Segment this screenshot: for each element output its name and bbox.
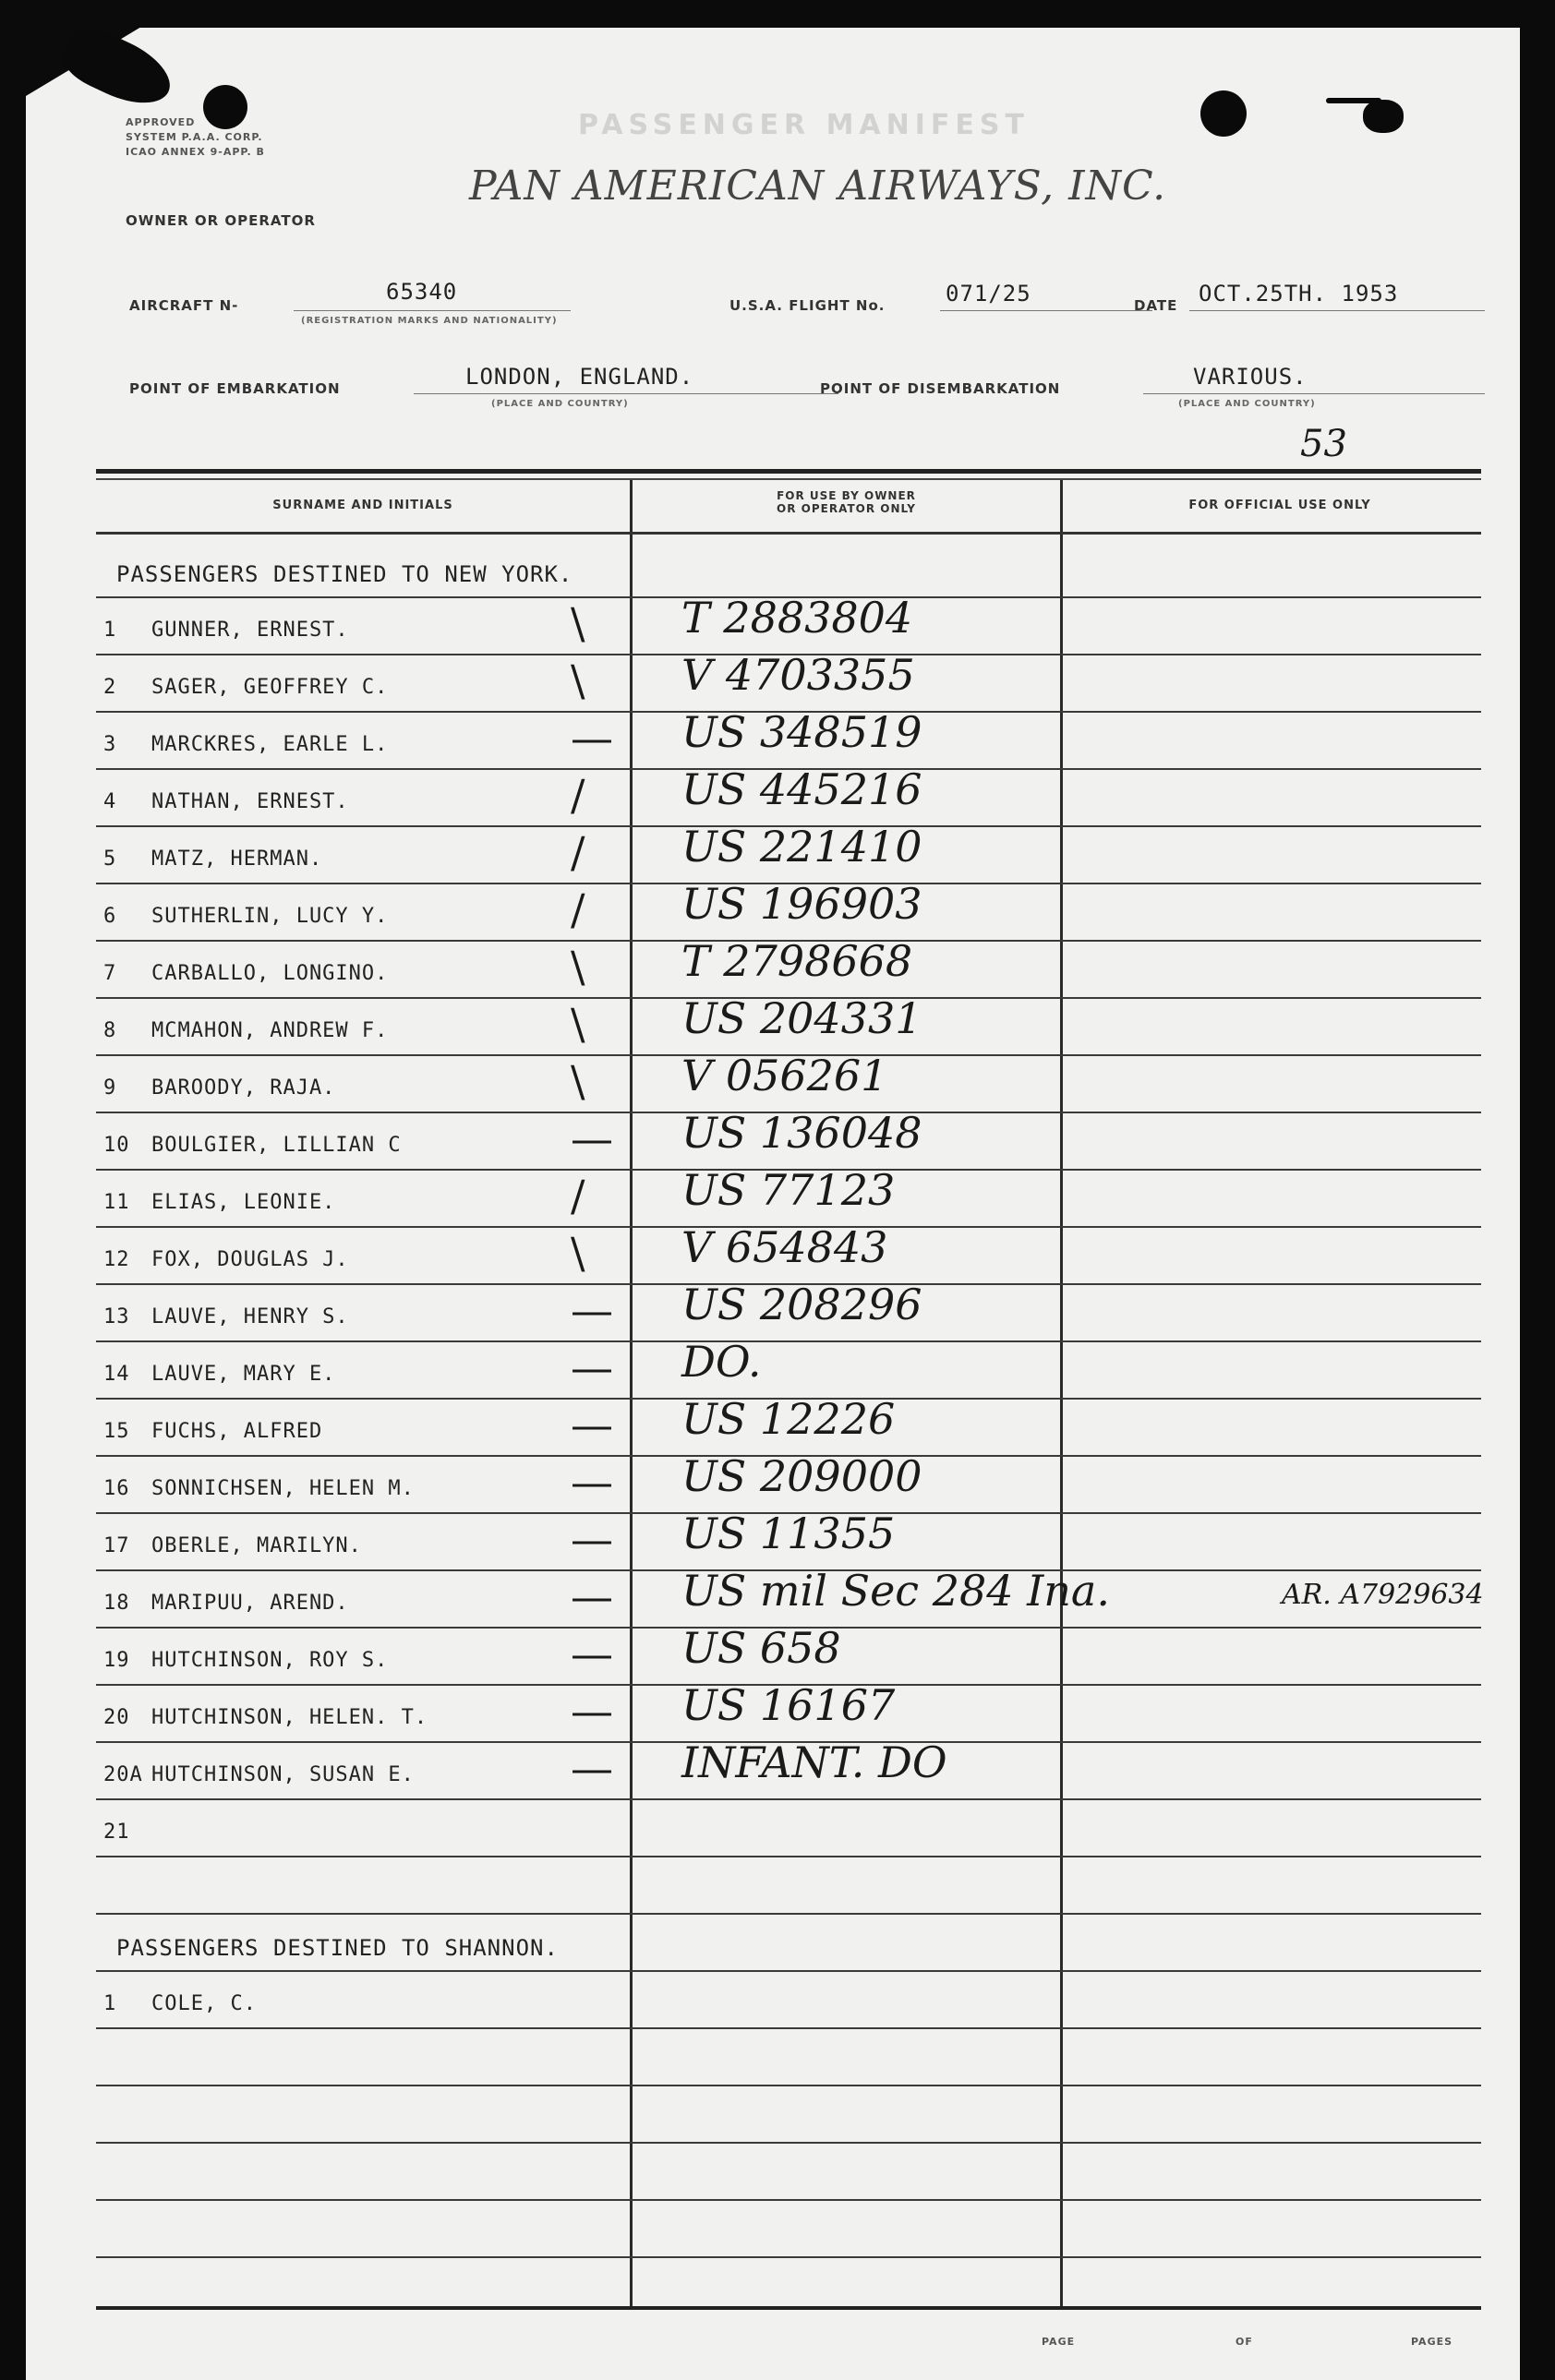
passenger-name: FOX, DOUGLAS J. [151,1248,349,1271]
operator-note: US 136048 [681,1108,922,1158]
row-number: 19 [103,1649,130,1672]
operator-note: US mil Sec 284 Ina. [681,1566,1110,1616]
row-rule [96,2142,1481,2144]
operator-note: T 2798668 [681,936,913,986]
operator-note: US 209000 [681,1451,922,1501]
passenger-name: GUNNER, ERNEST. [151,619,349,642]
check-mark: \ [571,999,585,1049]
row-rule [96,1913,1481,1915]
footer-of-label: OF [1236,2336,1253,2348]
passenger-name: HUTCHINSON, SUSAN E. [151,1763,415,1786]
operator-note: US 348519 [681,707,922,757]
footer-page-label: PAGE [1042,2336,1076,2348]
official-note: AR. A7929634 [1282,1579,1484,1611]
check-mark: — [571,713,613,763]
check-mark: — [571,1514,613,1564]
section-heading-new-york: PASSENGERS DESTINED TO NEW YORK. [116,561,573,587]
owner-label: OWNER OR OPERATOR [126,212,316,229]
footer-pages-label: PAGES [1411,2336,1453,2348]
row-number: 3 [103,733,117,756]
passenger-name: MARCKRES, EARLE L. [151,733,389,756]
row-number: 16 [103,1477,130,1500]
embark-value: LONDON, ENGLAND. [465,364,694,390]
col-header-name: SURNAME AND INITIALS [272,499,453,512]
flight-label: U.S.A. FLIGHT No. [729,297,886,314]
passenger-name: COLE, C. [151,1992,257,2015]
passenger-name: MATZ, HERMAN. [151,847,323,871]
row-number: 7 [103,962,117,985]
corner-shadow [56,28,180,117]
check-mark: / [571,884,585,934]
check-mark: — [571,1686,613,1736]
date-value: OCT.25TH. 1953 [1199,281,1399,307]
row-rule [96,1970,1481,1972]
row-number: 6 [103,905,117,928]
check-mark: / [571,827,585,877]
operator-note: US 221410 [681,822,922,871]
section-heading-shannon: PASSENGERS DESTINED TO SHANNON. [116,1935,559,1961]
punch-hole-left [203,85,247,129]
passenger-name: LAUVE, HENRY S. [151,1305,349,1328]
row-number: 21 [103,1821,130,1844]
flight-number: 071/25 [946,281,1031,307]
operator-note: US 658 [681,1623,841,1673]
aircraft-underline [294,310,571,311]
approval-line-1: APPROVED [126,116,196,128]
check-mark: — [571,1285,613,1335]
passenger-name: LAUVE, MARY E. [151,1363,336,1386]
operator-note: T 2883804 [681,593,913,643]
row-number: 14 [103,1363,130,1386]
row-number: 20 [103,1706,130,1729]
ink-stroke [1326,98,1381,103]
row-number: 12 [103,1248,130,1271]
punch-hole-right [1200,90,1247,137]
row-rule [96,1340,1481,1342]
passenger-name: BOULGIER, LILLIAN C [151,1134,402,1157]
row-number: 2 [103,676,117,699]
operator-note: US 445216 [681,764,922,814]
ghost-title: PASSENGER MANIFEST [578,109,1030,141]
column-divider-1 [630,480,633,2308]
row-number: 4 [103,790,117,813]
flight-underline [940,310,1152,311]
passenger-name: FUCHS, ALFRED [151,1420,323,1443]
page-number: 53 [1300,423,1347,465]
operator-note: V 4703355 [681,650,915,700]
check-mark: \ [571,942,585,992]
operator-note: DO. [681,1337,762,1387]
check-mark: \ [571,598,585,648]
row-rule [96,1856,1481,1857]
passenger-name: CARBALLO, LONGINO. [151,962,389,985]
approval-line-3: ICAO ANNEX 9-APP. B [126,146,265,158]
column-divider-2 [1060,480,1063,2308]
check-mark: — [571,1457,613,1507]
row-number: 17 [103,1534,130,1557]
row-rule [96,2256,1481,2258]
check-mark: \ [571,1228,585,1278]
col-header-official: FOR OFFICIAL USE ONLY [1188,499,1371,512]
passenger-name: SAGER, GEOFFREY C. [151,676,389,699]
operator-note: V 056261 [681,1051,888,1100]
passenger-name: SUTHERLIN, LUCY Y. [151,905,389,928]
embark-label: POINT OF EMBARKATION [129,380,341,397]
passenger-name: NATHAN, ERNEST. [151,790,349,813]
aircraft-label: AIRCRAFT N- [129,297,239,314]
check-mark: — [571,1400,613,1449]
row-rule [96,2199,1481,2201]
operator-note: US 11355 [681,1509,896,1558]
operator-note: V 654843 [681,1222,888,1272]
passenger-name: HUTCHINSON, HELEN. T. [151,1706,428,1729]
ink-blot [1363,100,1404,133]
date-label: DATE [1134,297,1178,314]
row-rule [96,2027,1481,2029]
row-rule [96,1798,1481,1800]
check-mark: \ [571,655,585,705]
aircraft-sub: (REGISTRATION MARKS AND NATIONALITY) [301,316,558,326]
aircraft-value: 65340 [386,279,458,305]
row-number: 5 [103,847,117,871]
operator-note: INFANT. DO [681,1737,947,1787]
row-number: 11 [103,1191,130,1214]
col-header-operator-1: FOR USE BY OWNER [777,489,916,502]
table-top-rule-2 [96,478,1481,480]
embark-sub: (PLACE AND COUNTRY) [491,399,629,409]
row-number: 1 [103,619,117,642]
passenger-name: MARIPUU, AREND. [151,1592,349,1615]
col-header-operator-2: OR OPERATOR ONLY [777,502,916,515]
row-number: 9 [103,1076,117,1100]
row-number: 20A [103,1763,143,1786]
operator-note: US 16167 [681,1680,896,1730]
passenger-name: HUTCHINSON, ROY S. [151,1649,389,1672]
operator-note: US 12226 [681,1394,896,1444]
operator-note: US 77123 [681,1165,896,1215]
table-top-rule [96,469,1481,474]
check-mark: — [571,1571,613,1621]
check-mark: — [571,1113,613,1163]
check-mark: / [571,1171,585,1220]
manifest-page [26,28,1520,2380]
disembark-underline [1143,393,1485,394]
row-number: 18 [103,1592,130,1615]
header-bottom-rule [96,532,1481,535]
row-rule [96,2085,1481,2086]
row-number: 15 [103,1420,130,1443]
row-number: 8 [103,1019,117,1042]
passenger-name: SONNICHSEN, HELEN M. [151,1477,415,1500]
approval-line-2: SYSTEM P.A.A. CORP. [126,131,263,143]
check-mark: — [571,1342,613,1392]
passenger-name: OBERLE, MARILYN. [151,1534,362,1557]
operator-note: US 196903 [681,879,922,929]
check-mark: \ [571,1056,585,1106]
date-underline [1189,310,1485,311]
check-mark: — [571,1743,613,1793]
passenger-name: ELIAS, LEONIE. [151,1191,336,1214]
passenger-name: MCMAHON, ANDREW F. [151,1019,389,1042]
disembark-sub: (PLACE AND COUNTRY) [1178,399,1316,409]
operator-note: US 208296 [681,1280,922,1329]
passenger-name: BAROODY, RAJA. [151,1076,336,1100]
table-bottom-rule [96,2306,1481,2310]
row-number: 1 [103,1992,117,2015]
embark-underline [414,393,838,394]
row-number: 13 [103,1305,130,1328]
row-number: 10 [103,1134,130,1157]
disembark-value: VARIOUS. [1193,364,1308,390]
disembark-label: POINT OF DISEMBARKATION [820,380,1061,397]
check-mark: / [571,770,585,820]
check-mark: — [571,1629,613,1678]
operator-note: US 204331 [681,993,922,1043]
operator-title: PAN AMERICAN AIRWAYS, INC. [469,162,1167,210]
